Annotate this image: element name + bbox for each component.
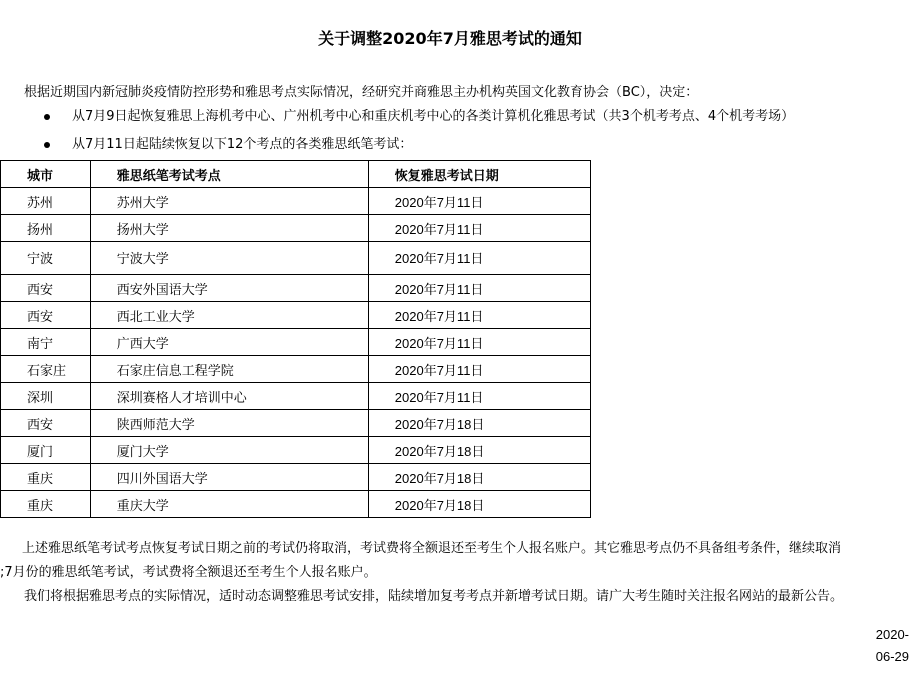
city-cell: 宁波 [1, 242, 91, 275]
table-row [1, 383, 591, 410]
center-cell: 扬州大学 [90, 215, 368, 242]
table-row [1, 410, 591, 437]
center-cell: 石家庄信息工程学院 [90, 356, 368, 383]
center-cell: 广西大学 [90, 329, 368, 356]
list-item [0, 107, 794, 135]
date-cell: 2020年7月11日 [368, 383, 590, 410]
table-header-row [1, 161, 591, 188]
date-cell: 2020年7月18日 [368, 464, 590, 491]
date-cell: 2020年7月11日 [368, 302, 590, 329]
bullet-icon [44, 142, 50, 148]
column-header-date: 恢复雅思考试日期 [368, 161, 590, 188]
cancellation-paragraph: 上述雅思纸笔考试考点恢复考试日期之前的考试仍将取消，考试费将全额退还至考生个人报名账户。其它雅思考点仍不具备组考条件，继续取消 [22, 541, 842, 556]
cancellation-paragraph-continued: ;7月份的雅思纸笔考试，考试费将全额退还至考生个人报名账户。 [0, 565, 377, 580]
table-row [1, 302, 591, 329]
table-row [1, 275, 591, 302]
test-centers-table [0, 160, 591, 518]
table-row [1, 356, 591, 383]
column-header-center: 雅思纸笔考试考点 [90, 161, 368, 188]
table-row [1, 215, 591, 242]
city-cell: 南宁 [1, 329, 91, 356]
city-cell: 深圳 [1, 383, 91, 410]
city-cell: 厦门 [1, 437, 91, 464]
closing-paragraph: 我们将根据雅思考点的实际情况，适时动态调整雅思考试安排，陆续增加复考考点并新增考试日期。请广大考生随时关注报名网站的最新公告。 [24, 589, 844, 604]
center-cell: 苏州大学 [90, 188, 368, 215]
column-header-city: 城市 [1, 161, 91, 188]
city-cell: 重庆 [1, 464, 91, 491]
center-cell: 宁波大学 [90, 242, 368, 275]
table-row [1, 188, 591, 215]
city-cell: 西安 [1, 302, 91, 329]
city-cell: 石家庄 [1, 356, 91, 383]
intro-paragraph: 根据近期国内新冠肺炎疫情防控形势和雅思考点实际情况，经研究并商雅思主办机构英国文化教育协会（BC），决定： [24, 85, 699, 100]
publish-date-year: 2020- [875, 627, 909, 642]
date-cell: 2020年7月18日 [368, 410, 590, 437]
bullet-icon [44, 114, 50, 120]
date-cell: 2020年7月11日 [368, 215, 590, 242]
date-cell: 2020年7月18日 [368, 437, 590, 464]
date-cell: 2020年7月11日 [368, 275, 590, 302]
date-cell: 2020年7月11日 [368, 242, 590, 275]
center-cell: 深圳赛格人才培训中心 [90, 383, 368, 410]
date-cell: 2020年7月11日 [368, 356, 590, 383]
date-cell: 2020年7月18日 [368, 491, 590, 518]
date-cell: 2020年7月11日 [368, 329, 590, 356]
list-item-text: 从7月11日起陆续恢复以下12个考点的各类雅思纸笔考试： [72, 137, 413, 152]
table-row [1, 242, 591, 275]
city-cell: 苏州 [1, 188, 91, 215]
center-cell: 西北工业大学 [90, 302, 368, 329]
decision-list [0, 107, 794, 163]
publish-date-month-day: 06-29 [875, 649, 909, 664]
center-cell: 陕西师范大学 [90, 410, 368, 437]
city-cell: 重庆 [1, 491, 91, 518]
list-item [0, 135, 794, 163]
table-row [1, 437, 591, 464]
page-title: 关于调整2020年7月雅思考试的通知 [318, 29, 582, 48]
center-cell: 重庆大学 [90, 491, 368, 518]
table-row [1, 491, 591, 518]
table-row [1, 464, 591, 491]
center-cell: 四川外国语大学 [90, 464, 368, 491]
center-cell: 西安外国语大学 [90, 275, 368, 302]
city-cell: 西安 [1, 410, 91, 437]
city-cell: 西安 [1, 275, 91, 302]
table-row [1, 329, 591, 356]
date-cell: 2020年7月11日 [368, 188, 590, 215]
center-cell: 厦门大学 [90, 437, 368, 464]
list-item-text: 从7月9日起恢复雅思上海机考中心、广州机考中心和重庆机考中心的各类计算机化雅思考试（共3个机考考点、4个机考考场） [72, 109, 795, 124]
city-cell: 扬州 [1, 215, 91, 242]
